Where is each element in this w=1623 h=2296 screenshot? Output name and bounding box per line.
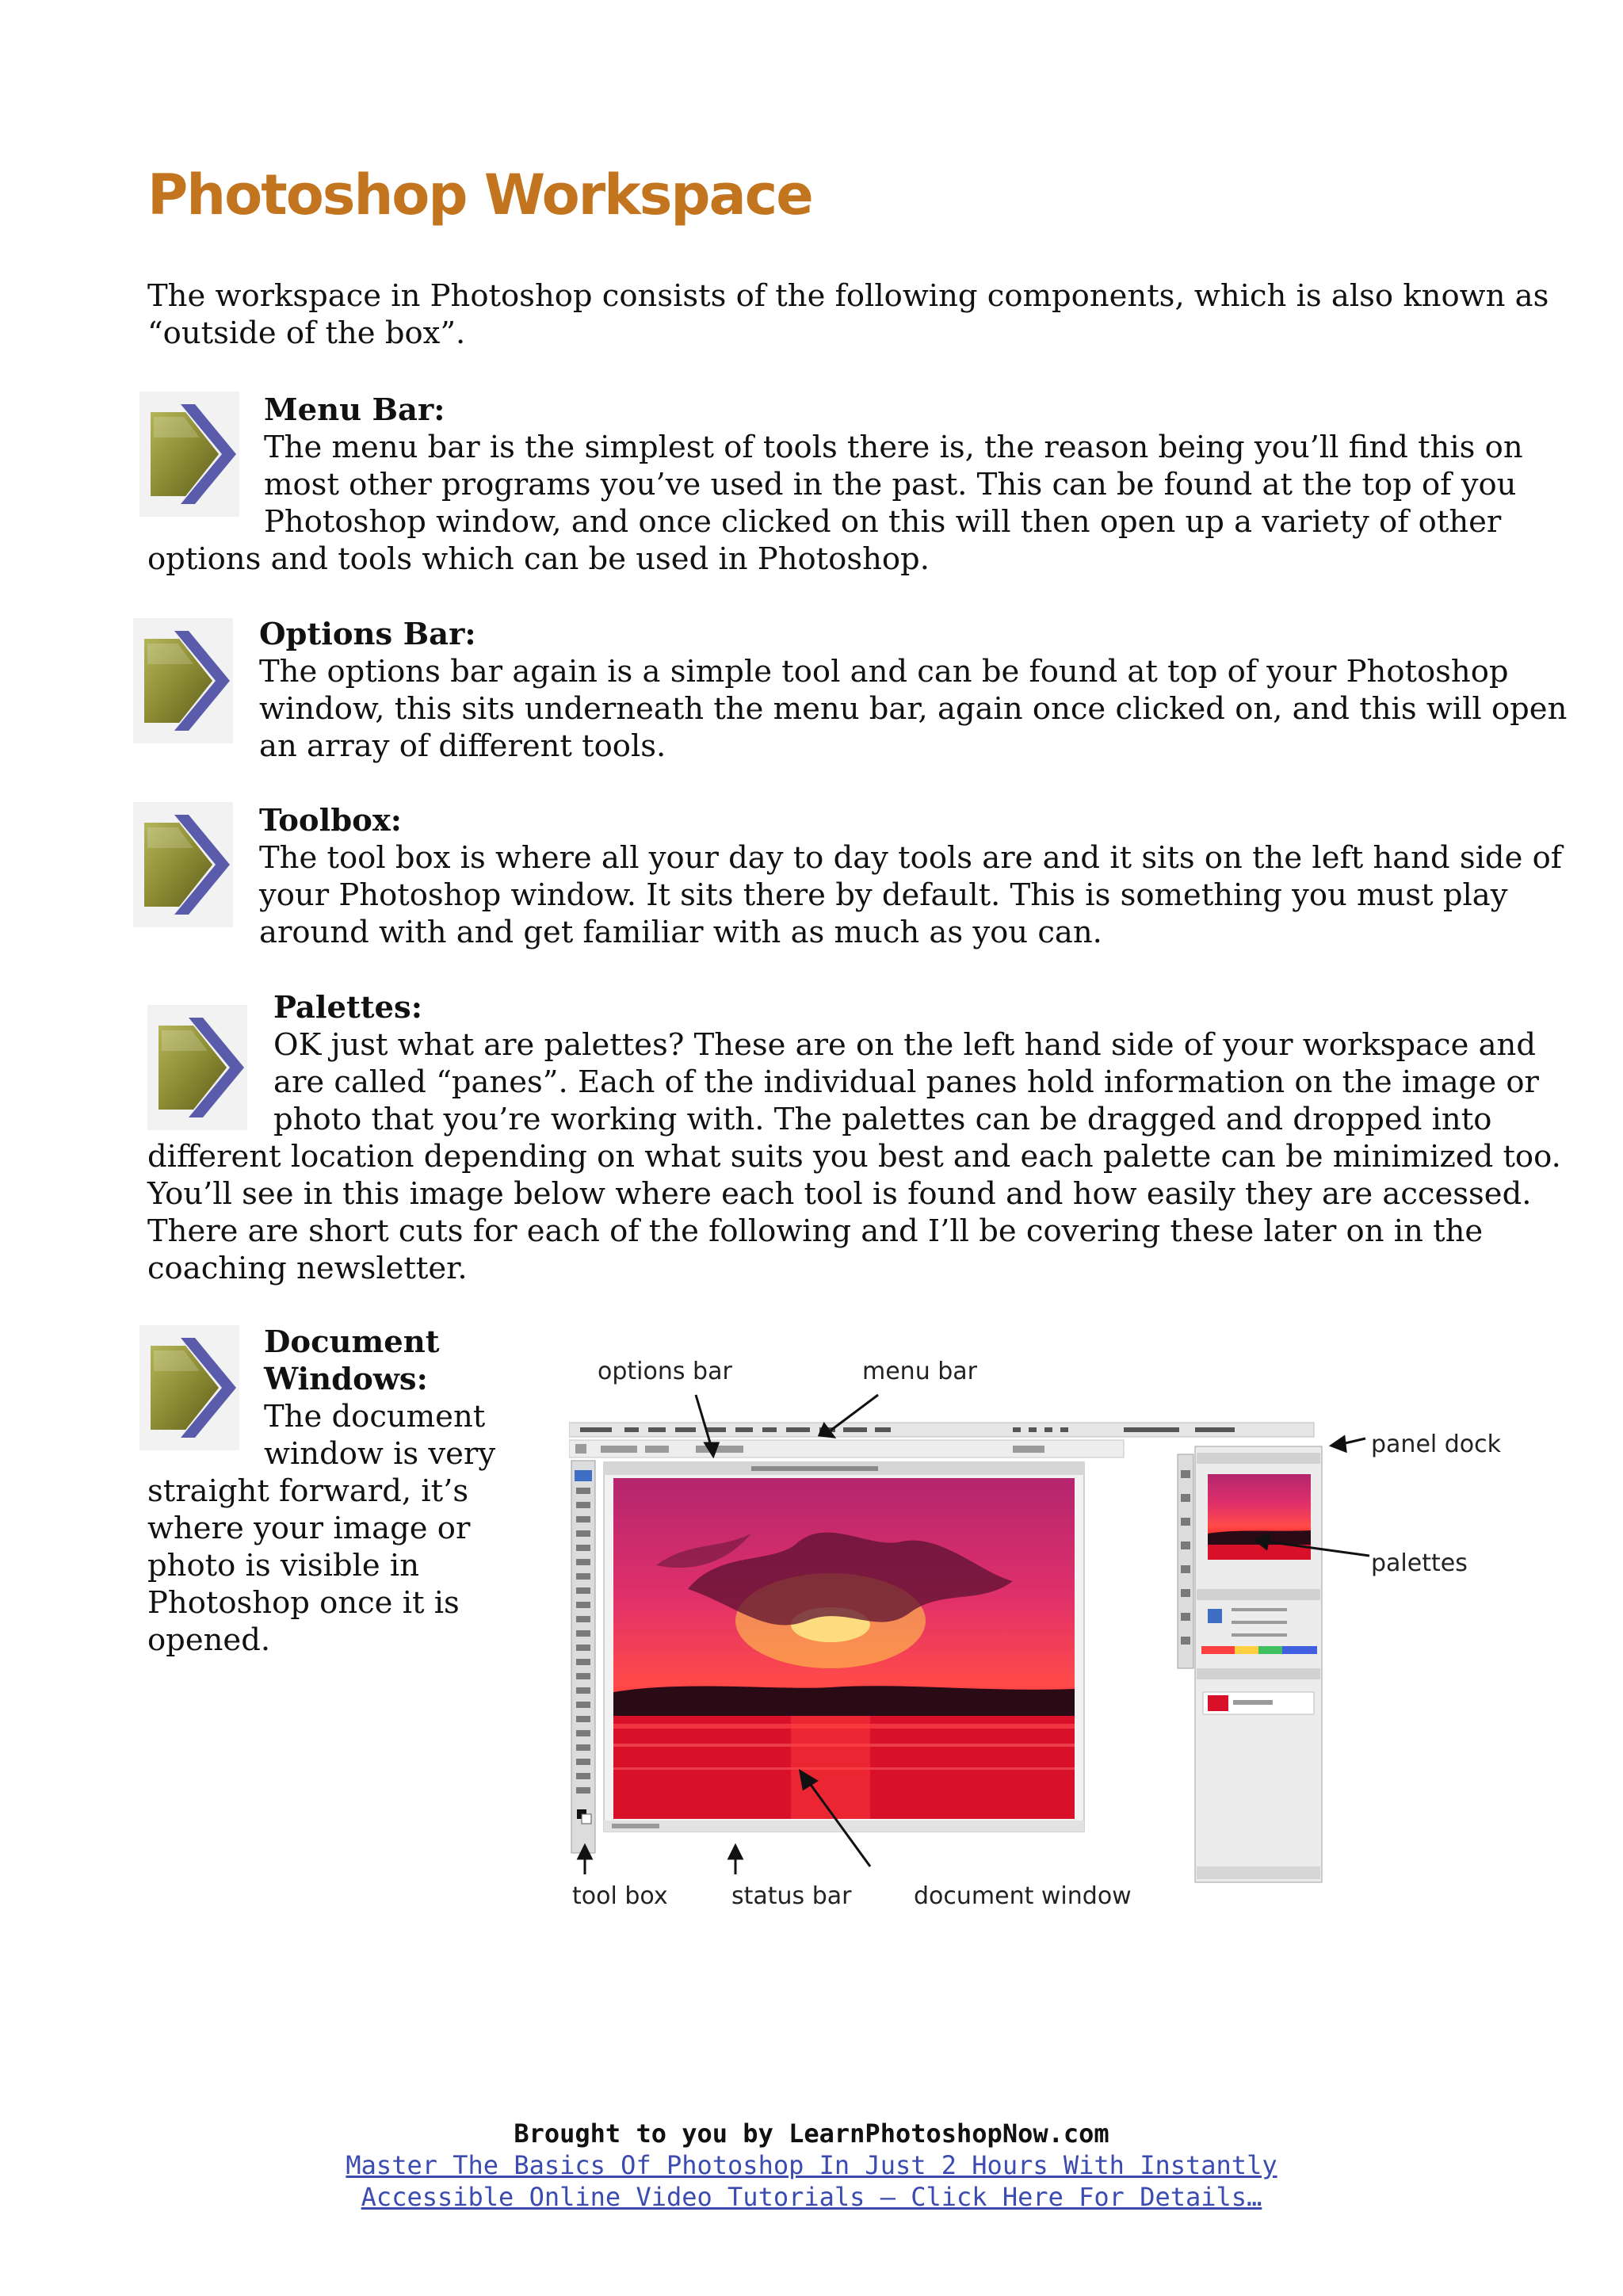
palettes-text-7: coaching newsletter. xyxy=(147,1251,468,1286)
document-windows-heading-2: Windows: xyxy=(264,1362,428,1397)
menu-bar-text-3: Photoshop window, and once clicked on this will then open up a variety of other xyxy=(264,504,1502,540)
label-status-bar: status bar xyxy=(731,1882,852,1910)
document-windows-text-1: The document xyxy=(264,1399,486,1435)
options-bar-text-3: an array of different tools. xyxy=(259,728,666,764)
footer-promo-link-line-1[interactable]: Master The Basics Of Photoshop In Just 2 Hours With Instantly xyxy=(346,2150,1277,2180)
palettes-heading: Palettes: xyxy=(273,990,422,1026)
toolbox-text-3: around with and get familiar with as much as you can. xyxy=(259,915,1102,950)
footer-promo-link-line-2[interactable]: Accessible Online Video Tutorials – Click Here For Details… xyxy=(361,2182,1262,2212)
toolbox-text-2: your Photoshop window. It sits there by default. This is something you must play xyxy=(259,877,1508,913)
palettes-text-6: There are short cuts for each of the following and I’ll be covering these later on in the xyxy=(147,1213,1484,1249)
palettes-text-5: You’ll see in this image below where each tool is found and how easily they are accessed. xyxy=(147,1176,1532,1212)
toolbox-text-1: The tool box is where all your day to day tools are and it sits on the left hand side of xyxy=(259,840,1563,876)
footer-credit: Brought to you by LearnPhotoshopNow.com xyxy=(514,2118,1109,2149)
menu-bar-text-4: options and tools which can be used in Photoshop. xyxy=(147,541,930,577)
label-tool-box: tool box xyxy=(572,1882,668,1910)
intro-line-1: The workspace in Photoshop consists of the following components, which is also known as xyxy=(147,278,1549,314)
photoshop-workspace-figure xyxy=(569,1351,1502,1922)
toolbox-heading: Toolbox: xyxy=(259,803,402,839)
document-windows-heading-1: Document xyxy=(264,1324,440,1360)
arrow-bullet-icon xyxy=(139,392,239,517)
workspace-screenshot xyxy=(569,1351,1488,1922)
page-title: Photoshop Workspace xyxy=(147,162,812,227)
options-bar-text-1: The options bar again is a simple tool and can be found at top of your Photoshop xyxy=(259,654,1509,690)
arrow-bullet-icon xyxy=(133,618,233,743)
arrow-bullet-icon xyxy=(133,802,233,927)
menu-bar-text-2: most other programs you’ve used in the past. This can be found at the top of you xyxy=(264,467,1517,502)
menu-bar-heading: Menu Bar: xyxy=(264,392,445,428)
options-bar-heading: Options Bar: xyxy=(259,617,476,652)
arrow-bullet-icon xyxy=(147,1005,247,1130)
palettes-text-1: OK just what are palettes? These are on the left hand side of your workspace and xyxy=(273,1027,1536,1063)
menu-bar-text-1: The menu bar is the simplest of tools there is, the reason being you’ll find this on xyxy=(264,430,1523,465)
label-document-window: document window xyxy=(914,1882,1132,1910)
footer xyxy=(0,2118,1623,2213)
label-options-bar: options bar xyxy=(598,1358,732,1385)
document-windows-text-2: window is very xyxy=(264,1436,496,1472)
label-panel-dock: panel dock xyxy=(1371,1431,1502,1458)
document-windows-text-3: straight forward, it’s xyxy=(147,1473,469,1509)
palettes-text-2: are called “panes”. Each of the individual panes hold information on the image or xyxy=(273,1064,1539,1100)
label-menu-bar: menu bar xyxy=(862,1358,978,1385)
document-windows-text-6: Photoshop once it is xyxy=(147,1585,460,1621)
palettes-text-4: different location depending on what suits you best and each palette can be minimized too. xyxy=(147,1139,1561,1175)
document-windows-text-5: photo is visible in xyxy=(147,1548,420,1584)
intro-line-2: “outside of the box”. xyxy=(147,315,466,351)
document-windows-text-4: where your image or xyxy=(147,1511,471,1546)
arrow-bullet-icon xyxy=(139,1325,239,1450)
options-bar-text-2: window, this sits underneath the menu bar, again once clicked on, and this will open xyxy=(259,691,1568,727)
document-windows-text-7: opened. xyxy=(147,1622,271,1658)
palettes-text-3: photo that you’re working with. The palettes can be dragged and dropped into xyxy=(273,1102,1492,1137)
label-palettes: palettes xyxy=(1371,1549,1468,1577)
